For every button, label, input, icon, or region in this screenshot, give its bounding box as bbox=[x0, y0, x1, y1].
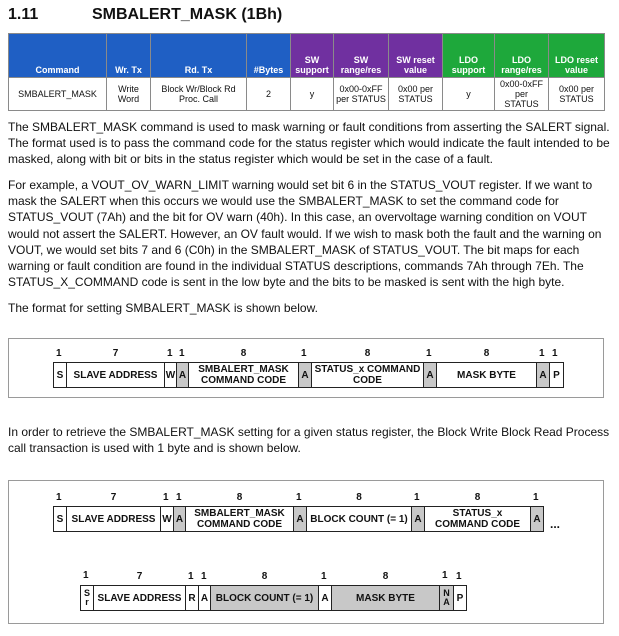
paragraph-retrieve: In order to retrieve the SMBALERT_MASK setting for a given status register, the Block Write Block Read Process call transaction is used with 1 byte and is shown below. bbox=[8, 425, 610, 456]
frame-cell-ack: 1 A bbox=[294, 506, 307, 532]
frame-cell-ack: 1 A bbox=[424, 362, 437, 388]
th-ldo-range: LDO range/res bbox=[495, 34, 549, 78]
frame-cell-block-count: 8 BLOCK COUNT (= 1) bbox=[307, 506, 412, 532]
table-row bbox=[9, 78, 605, 111]
frame-cell-status-command: 8 STATUS_x COMMAND CODE bbox=[312, 362, 424, 388]
th-sw-reset: SW reset value bbox=[389, 34, 443, 78]
frame-cell-mask-byte: 8 MASK BYTE bbox=[437, 362, 537, 388]
frame-cell-mask-byte: 8 MASK BYTE bbox=[332, 585, 440, 611]
frame-cell-start: 1 S bbox=[53, 362, 67, 388]
frame-cell-slave-address: 7 SLAVE ADDRESS bbox=[94, 585, 186, 611]
write-frame bbox=[53, 348, 564, 388]
th-ldo-support: LDO support bbox=[443, 34, 495, 78]
frame-cell-read: 1 R bbox=[186, 585, 199, 611]
cell-rd-tx: Block Wr/Block Rd Proc. Call bbox=[151, 78, 247, 111]
cell-bytes: 2 bbox=[247, 78, 291, 111]
frame-cell-ack: 1 A bbox=[299, 362, 312, 388]
frame-cell-stop: 1 P bbox=[550, 362, 564, 388]
read-format-diagram bbox=[8, 480, 604, 624]
command-table bbox=[8, 33, 605, 111]
frame-cell-nack: 1 NA bbox=[440, 585, 454, 611]
frame-cell-slave-address: 7 SLAVE ADDRESS bbox=[67, 362, 165, 388]
cell-ldo-support: y bbox=[443, 78, 495, 111]
frame-cell-ack: 1 A bbox=[412, 506, 425, 532]
frame-cell-ack: 1 A bbox=[531, 506, 544, 532]
cell-command: SMBALERT_MASK bbox=[9, 78, 107, 111]
frame-cell-block-count: 8 BLOCK COUNT (= 1) bbox=[211, 585, 319, 611]
cell-sw-support: y bbox=[291, 78, 334, 111]
frame-cell-write: 1 W bbox=[165, 362, 177, 388]
frame-cell-stop: 1 P bbox=[454, 585, 467, 611]
th-bytes: #Bytes bbox=[247, 34, 291, 78]
frame-cell-write: 1 W bbox=[161, 506, 174, 532]
paragraph-example: For example, a VOUT_OV_WARN_LIMIT warning would set bit 6 in the STATUS_VOUT register. If we want to mask the SALERT when this occurs we would use the SMBALERT_MASK to set the command code for STATUS_VOUT (7Ah) and the bit for OV warn (40h). In this case, an overvoltage warning condition on VOUT would not assert the SALERT. However, an OV fault would. If we wish to mask both the fault and the warning on VOUT, we would set bits 7 and 6 (C0h) in the SMBALERT_MASK of STATUS_VOUT. The bit maps for each warning or fault condition are found in the individual STATUS descriptions, commands 7Ah through 7Eh. The STATUS_X_COMMAND code is sent in the low byte and the bits to be masked is sent with the high byte. bbox=[8, 178, 602, 290]
read-frame-1 bbox=[53, 492, 544, 532]
th-sw-range: SW range/res bbox=[334, 34, 389, 78]
section-number: 1.11 bbox=[8, 6, 39, 23]
write-format-diagram bbox=[8, 338, 604, 398]
frame-cell-ack: 1 A bbox=[199, 585, 211, 611]
frame-cell-command-code: 8 SMBALERT_MASK COMMAND CODE bbox=[186, 506, 294, 532]
frame-cell-command-code: 8 SMBALERT_MASK COMMAND CODE bbox=[189, 362, 299, 388]
cell-wr-tx: Write Word bbox=[107, 78, 151, 111]
th-command: Command bbox=[9, 34, 107, 78]
cell-sw-range: 0x00-0xFF per STATUS bbox=[334, 78, 389, 111]
section-heading bbox=[8, 6, 282, 24]
cell-ldo-reset: 0x00 per STATUS bbox=[549, 78, 605, 111]
cell-sw-reset: 0x00 per STATUS bbox=[389, 78, 443, 111]
th-wr-tx: Wr. Tx bbox=[107, 34, 151, 78]
th-rd-tx: Rd. Tx bbox=[151, 34, 247, 78]
paragraph-format: The format for setting SMBALERT_MASK is shown below. bbox=[8, 301, 318, 315]
frame-cell-ack: 1 A bbox=[174, 506, 186, 532]
continuation-ellipsis: ... bbox=[550, 517, 561, 531]
read-frame-2 bbox=[80, 570, 467, 611]
frame-cell-ack: 1 A bbox=[537, 362, 550, 388]
frame-cell-ack: 1 A bbox=[319, 585, 332, 611]
th-sw-support: SW support bbox=[291, 34, 334, 78]
section-title: SMBALERT_MASK (1Bh) bbox=[92, 6, 283, 23]
frame-cell-slave-address: 7 SLAVE ADDRESS bbox=[67, 506, 161, 532]
th-ldo-reset: LDO reset value bbox=[549, 34, 605, 78]
frame-cell-start: 1 S bbox=[53, 506, 67, 532]
paragraph-intro: The SMBALERT_MASK command is used to mask warning or fault conditions from asserting the SALERT signal. The format used is to pass the command code for the status register which would indicate the fault intended to be masked, along with bit or bits in the status register which would be set in the case of a fault. bbox=[8, 120, 610, 167]
table-header-row bbox=[9, 34, 605, 78]
cell-ldo-range: 0x00-0xFF per STATUS bbox=[495, 78, 549, 111]
frame-cell-status-command: 8 STATUS_x COMMAND CODE bbox=[425, 506, 531, 532]
frame-cell-repeated-start: 1 Sr bbox=[80, 585, 94, 611]
frame-cell-ack: 1 A bbox=[177, 362, 189, 388]
